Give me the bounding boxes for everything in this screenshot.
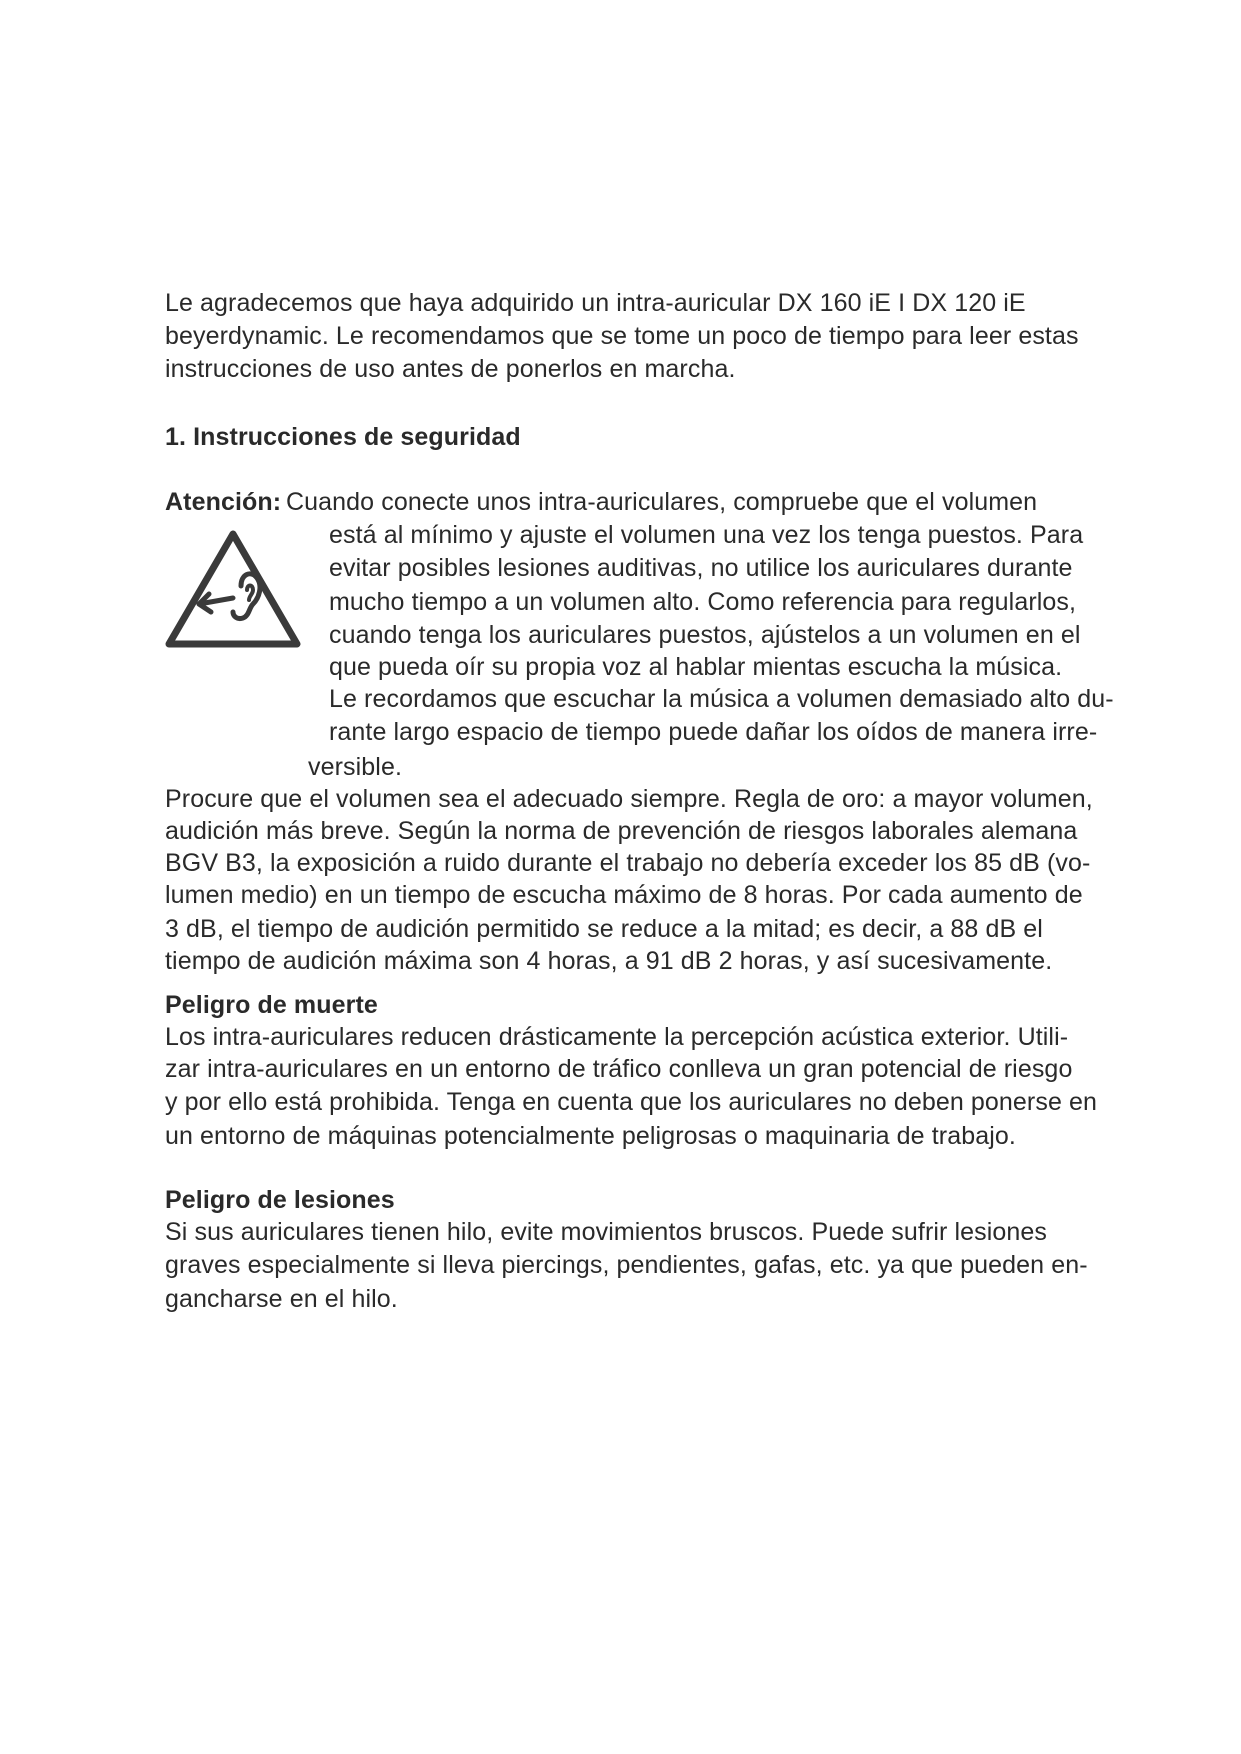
attention-first-line: Cuando conecte unos intra-auriculares, compruebe que el volumen [286,488,1038,516]
death-danger-heading: Peligro de muerte [165,991,378,1019]
injury-danger-line-2: graves especialmente si lleva piercings, pendientes, gafas, etc. ya que pueden en- [165,1251,1088,1279]
death-danger-line-1: Los intra-auriculares reducen drásticamente la percepción acústica exterior. Utili- [165,1023,1069,1051]
volume-line-2: audición más breve. Según la norma de prevención de riesgos laborales alemana [165,817,1078,845]
attention-line-5: que pueda oír su propia voz al hablar mientas escucha la música. [329,653,1063,681]
intro-line-2: beyerdynamic. Le recomendamos que se tome un poco de tiempo para leer estas [165,322,1079,350]
volume-line-4: lumen medio) en un tiempo de escucha máximo de 8 horas. Por cada aumento de [165,881,1083,909]
attention-line-1: está al mínimo y ajuste el volumen una vez los tenga puestos. Para [329,521,1084,549]
injury-danger-heading: Peligro de lesiones [165,1186,395,1214]
volume-line-5: 3 dB, el tiempo de audición permitido se reduce a la mitad; es decir, a 88 dB el [165,915,1043,943]
injury-danger-line-3: gancharse en el hilo. [165,1285,398,1313]
section-heading-safety: 1. Instrucciones de seguridad [165,423,521,451]
ear-warning-icon [163,528,303,650]
death-danger-line-3: y por ello está prohibida. Tenga en cuenta que los auriculares no deben ponerse en [165,1088,1098,1116]
injury-danger-line-1: Si sus auriculares tienen hilo, evite movimientos bruscos. Puede sufrir lesiones [165,1218,1048,1246]
intro-line-3: instrucciones de uso antes de ponerlos en marcha. [165,355,736,383]
attention-line-7: rante largo espacio de tiempo puede dañar los oídos de manera irre- [329,718,1098,746]
death-danger-line-2: zar intra-auriculares en un entorno de tráfico conlleva un gran potencial de riesgo [165,1055,1073,1083]
volume-line-1: Procure que el volumen sea el adecuado siempre. Regla de oro: a mayor volumen, [165,785,1093,813]
attention-line-3: mucho tiempo a un volumen alto. Como referencia para regularlos, [329,588,1077,616]
attention-line-6: Le recordamos que escuchar la música a volumen demasiado alto du- [329,685,1114,713]
attention-line-8: versible. [308,753,402,781]
intro-line-1: Le agradecemos que haya adquirido un intra-auricular DX 160 iE I DX 120 iE [165,289,1026,317]
volume-line-3: BGV B3, la exposición a ruido durante el trabajo no debería exceder los 85 dB (vo- [165,849,1091,877]
volume-line-6: tiempo de audición máxima son 4 horas, a 91 dB 2 horas, y así sucesivamente. [165,947,1053,975]
death-danger-line-4: un entorno de máquinas potencialmente peligrosas o maquinaria de trabajo. [165,1122,1016,1150]
attention-line-2: evitar posibles lesiones auditivas, no utilice los auriculares durante [329,554,1073,582]
attention-label: Atención: [165,488,282,516]
attention-line-4: cuando tenga los auriculares puestos, ajústelos a un volumen en el [329,621,1081,649]
